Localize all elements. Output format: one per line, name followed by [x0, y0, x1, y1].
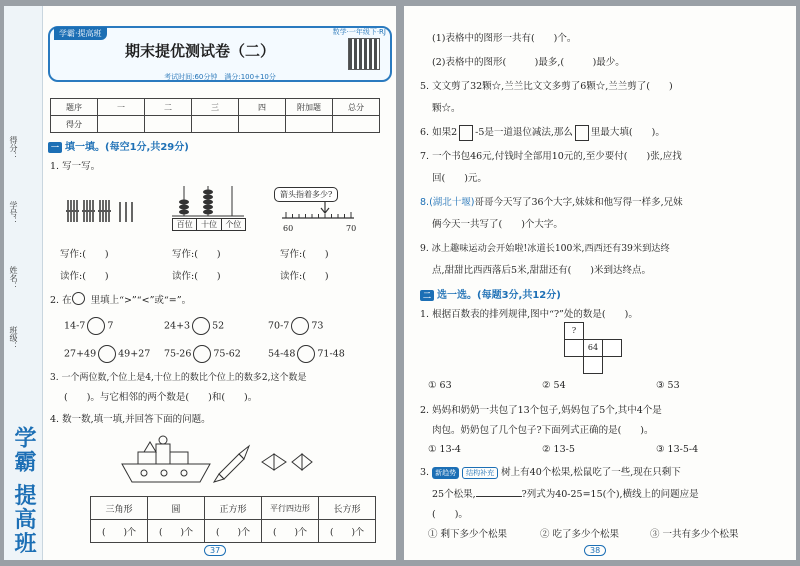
s3-line1: 3. 新趋势 结构补充 树上有40个松果,松鼠吃了一些,现在只剩下	[420, 467, 681, 478]
score-cell[interactable]	[286, 116, 333, 133]
shape-count-table	[90, 496, 376, 543]
read-as-3[interactable]: 读作:( )	[280, 271, 329, 282]
comparison-item: 75-26 75-62	[164, 345, 241, 363]
s1-option-3[interactable]: ③ 53	[656, 380, 680, 391]
s3-option-3[interactable]: ③ 一共有多少个松果	[650, 529, 739, 540]
q4-sub1: (1)表格中的图形一共有( )个。	[432, 33, 577, 44]
grade-tag: 数学·一年级下·RJ	[332, 28, 386, 36]
grid-cell	[564, 339, 584, 357]
student-id-label: 学号：	[9, 201, 18, 225]
comparison-item: 54-48 71-48	[268, 345, 345, 363]
number-line-figure	[280, 202, 356, 224]
shape-count-cell[interactable]: ( )个	[319, 520, 376, 543]
q9-line1: 9. 冰上趣味运动会开始啦!冰道长100米,西西还有39米到达终	[420, 243, 670, 254]
ruler-end-label: 70	[346, 224, 357, 233]
grid-number-cell: 64	[583, 339, 603, 357]
compare-circle[interactable]	[291, 317, 309, 335]
s2-option-2[interactable]: ② 13-5	[542, 444, 575, 455]
brand-logo: 学霸 提高班	[11, 426, 36, 556]
abacus-labels	[172, 218, 246, 231]
q8-line2: 俩今天一共写了( )个大字。	[432, 219, 563, 230]
q2-prompt: 2. 在 里填上“>”“<”或“=”。	[50, 295, 192, 306]
title-box	[48, 26, 392, 82]
section-icon: 一	[48, 142, 62, 153]
page-number: 37	[204, 545, 226, 556]
right-page	[404, 6, 796, 560]
s1-option-2[interactable]: ② 54	[542, 380, 566, 391]
q5-line2: 颗☆。	[432, 103, 461, 114]
section-2-title: 选一选。(每题3分,共12分)	[437, 290, 561, 301]
q5-line1: 5. 文文剪了32颗☆,兰兰比文文多剪了6颗☆,兰兰剪了( )	[420, 81, 673, 92]
stick-bundles-figure	[64, 196, 144, 226]
abacus-figure	[172, 184, 244, 218]
score-value-row	[51, 116, 380, 133]
s3-option-2[interactable]: ② 吃了多少个松果	[540, 529, 620, 540]
s2-option-3[interactable]: ③ 13-5-4	[656, 444, 699, 455]
shape-header-cell: 平行四边形	[262, 497, 319, 520]
write-as-3[interactable]: 写作:( )	[280, 249, 329, 260]
score-cell[interactable]	[239, 116, 286, 133]
shape-count-cell[interactable]: ( )个	[91, 520, 148, 543]
compare-circle[interactable]	[193, 345, 211, 363]
score-cell: 题序	[51, 99, 98, 116]
s2-line1: 2. 妈妈和奶奶一共包了13个包子,妈妈包了5个,其中4个是	[420, 405, 662, 416]
shape-header-cell: 圆	[148, 497, 205, 520]
s1-prompt: 1. 根据百数表的排列规律,图中“?”处的数是( )。	[420, 309, 638, 320]
ruler-start-label: 60	[283, 224, 294, 233]
score-cell[interactable]	[98, 116, 145, 133]
sidebar	[4, 6, 43, 560]
page-number: 38	[584, 545, 606, 556]
blank-underline[interactable]	[476, 496, 522, 497]
s3-line2: 25个松果, ?列式为40-25=15(个),横线上的问题应是	[432, 489, 699, 500]
name-label: 姓名：	[9, 266, 18, 290]
circle-symbol-icon	[72, 292, 85, 305]
score-header-row	[51, 99, 380, 116]
score-cell: 附加题	[286, 99, 333, 116]
shapes-picture-figure	[114, 434, 314, 486]
shape-count-cell[interactable]: ( )个	[205, 520, 262, 543]
q7-line1: 7. 一个书包46元,付钱时全部用10元的,至少要付( )张,应找	[420, 151, 682, 162]
shape-header-cell: 三角形	[91, 497, 148, 520]
s3-line3: ( )。	[432, 509, 468, 520]
structure-badge: 结构补充	[462, 467, 498, 479]
exam-info: 考试时间:60分钟 满分:100+10分	[164, 73, 276, 81]
q8-line1: 8.(湖北十堰)哥哥今天写了36个大字,妹妹和他写得一样多,兄妹	[420, 197, 683, 208]
q3-line1: 3. 一个两位数,个位上是4,十位上的数比个位上的数多2,这个数是	[50, 373, 307, 383]
section-1-title: 填一填。(每空1分,共29分)	[65, 142, 189, 153]
score-cell: 二	[145, 99, 192, 116]
q3-line2: ( )。与它相邻的两个数是( )和( )。	[64, 392, 258, 403]
q1-prompt: 1. 写一写。	[50, 161, 101, 172]
score-cell[interactable]	[333, 116, 380, 133]
compare-circle[interactable]	[87, 317, 105, 335]
read-as-2[interactable]: 读作:( )	[172, 271, 221, 282]
class-label: 班级：	[9, 326, 18, 350]
score-cell[interactable]	[192, 116, 239, 133]
q6: 6. 如果2 -5是一道退位减法,那么 里最大填( )。	[420, 124, 665, 141]
write-as-2[interactable]: 写作:( )	[172, 249, 221, 260]
q4-prompt: 4. 数一数,填一填,并回答下面的问题。	[50, 414, 211, 425]
comparison-item: 70-7 73	[268, 317, 323, 335]
tens-label: 十位	[197, 219, 221, 230]
score-cell: 总分	[333, 99, 380, 116]
compare-circle[interactable]	[98, 345, 116, 363]
section-1-heading	[48, 138, 189, 153]
ones-label: 个位	[225, 220, 242, 229]
shape-count-row	[91, 520, 376, 543]
hundreds-label: 百位	[173, 219, 197, 230]
compare-circle[interactable]	[297, 345, 315, 363]
section-2-heading	[420, 286, 561, 301]
blank-square[interactable]	[575, 125, 589, 141]
grid-cell	[583, 356, 603, 374]
comparison-item: 27+49 49+27	[64, 345, 150, 363]
score-label: 得分：	[9, 136, 18, 160]
comparison-item: 24+3 52	[164, 317, 224, 335]
new-trend-badge: 新趋势	[432, 467, 459, 479]
page-title: 期末提优测试卷（二）	[124, 42, 275, 60]
s2-line2: 肉包。奶奶包了几个包子?下面列式正确的是( )。	[432, 425, 654, 436]
brand-tag: 学霸·提高班	[54, 27, 107, 40]
shape-count-cell[interactable]: ( )个	[262, 520, 319, 543]
q4-sub2: (2)表格中的图形( )最多,( )最少。	[432, 57, 625, 68]
left-page	[4, 6, 396, 560]
shape-header-cell: 正方形	[205, 497, 262, 520]
write-as-1[interactable]: 写作:( )	[60, 249, 109, 260]
section-icon: 二	[420, 290, 434, 301]
score-table	[50, 98, 380, 133]
score-cell: 四	[239, 99, 286, 116]
arrow-question-bubble: 箭头指着多少?	[274, 187, 338, 202]
read-as-1[interactable]: 读作:( )	[60, 271, 109, 282]
score-cell: 一	[98, 99, 145, 116]
score-cell: 三	[192, 99, 239, 116]
qr-code-icon	[348, 38, 380, 70]
s3-option-1[interactable]: ① 剩下多少个松果	[428, 529, 508, 540]
q8-region-tag: (湖北十堰)	[429, 197, 475, 208]
blank-square[interactable]	[459, 125, 473, 141]
q9-line2: 点,甜甜比西西落后5米,甜甜还有( )米到达终点。	[432, 265, 651, 276]
score-cell: 得分	[51, 116, 98, 133]
compare-circle[interactable]	[192, 317, 210, 335]
comparison-item: 14-7 7	[64, 317, 113, 335]
s2-option-1[interactable]: ① 13-4	[428, 444, 461, 455]
shape-header-row	[91, 497, 376, 520]
score-cell[interactable]	[145, 116, 192, 133]
shape-count-cell[interactable]: ( )个	[148, 520, 205, 543]
grid-cell	[602, 339, 622, 357]
shape-header-cell: 长方形	[319, 497, 376, 520]
q7-line2: 回( )元。	[432, 173, 487, 184]
s1-option-1[interactable]: ① 63	[428, 380, 452, 391]
grid-question-cell: ?	[564, 322, 584, 340]
